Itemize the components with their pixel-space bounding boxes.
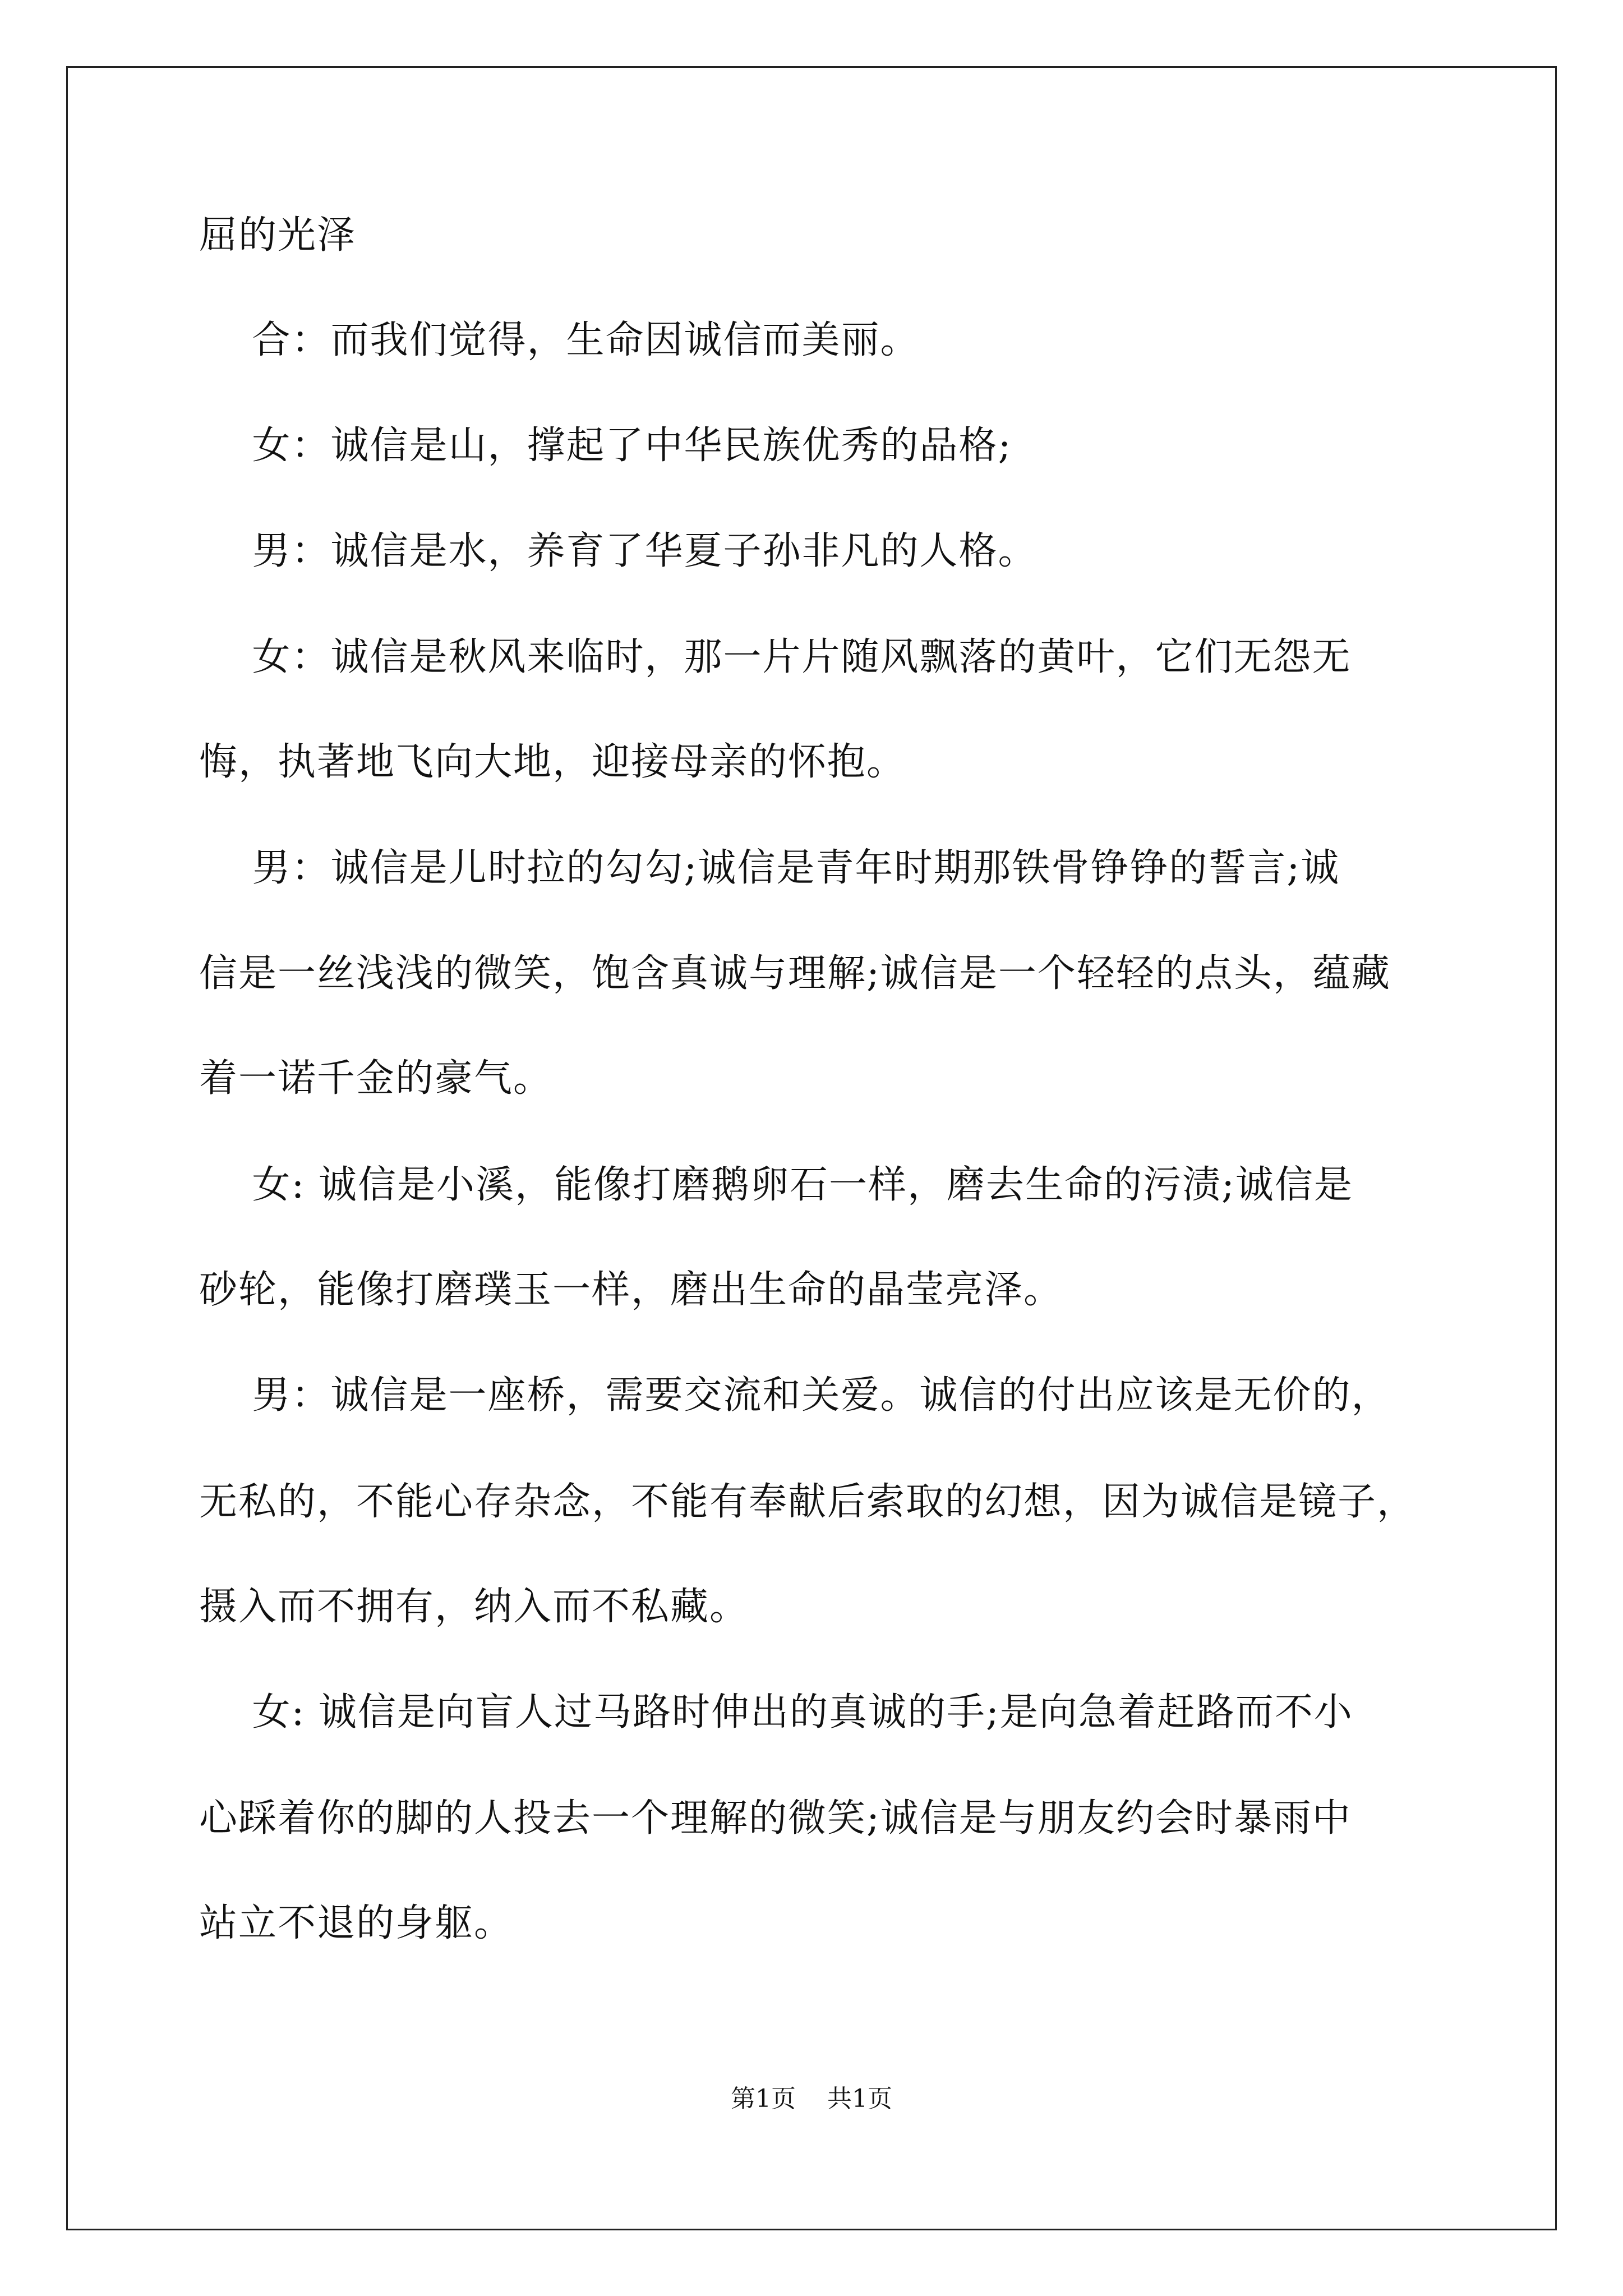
text-line: 悔，执著地飞向大地，迎接母亲的怀抱。	[199, 740, 906, 784]
text-line: 合：而我们觉得，生命因诚信而美丽。	[199, 318, 920, 362]
text-line: 女：诚信是山，撑起了中华民族优秀的品格;	[199, 424, 1012, 468]
text-line: 男：诚信是水，养育了华夏子孙非凡的人格。	[199, 529, 1038, 573]
text-line: 男：诚信是一座桥，需要交流和关爱。诚信的付出应该是无价的，	[199, 1373, 1391, 1418]
text-line: 砂轮，能像打磨璞玉一样，磨出生命的晶莹亮泽。	[199, 1268, 1063, 1312]
text-line: 站立不退的身躯。	[199, 1901, 514, 1945]
text-line: 女：诚信是秋风来临时，那一片片随风飘落的黄叶，它们无怨无	[199, 635, 1352, 679]
text-line: 心踩着你的脚的人投去一个理解的微笑;诚信是与朋友约会时暴雨中	[199, 1796, 1352, 1841]
text-line: 男：诚信是儿时拉的勾勾;诚信是青年时期那铁骨铮铮的誓言;诚	[199, 846, 1340, 890]
text-line: 屈的光泽	[199, 213, 357, 257]
page-number-footer: 第1页 共1页	[731, 2085, 892, 2113]
text-line: 女: 诚信是向盲人过马路时伸出的真诚的手;是向急着赶路而不小	[199, 1690, 1353, 1734]
text-line: 摄入而不拥有，纳入而不私藏。	[199, 1585, 749, 1629]
text-line: 信是一丝浅浅的微笑，饱含真诚与理解;诚信是一个轻轻的点头，蕴藏	[199, 951, 1391, 996]
text-line: 着一诺千金的豪气。	[199, 1056, 553, 1101]
text-line: 女: 诚信是小溪，能像打磨鹅卵石一样，磨去生命的污渍;诚信是	[199, 1163, 1353, 1207]
text-line: 无私的，不能心存杂念，不能有奉献后索取的幻想，因为诚信是镜子，	[199, 1480, 1417, 1524]
